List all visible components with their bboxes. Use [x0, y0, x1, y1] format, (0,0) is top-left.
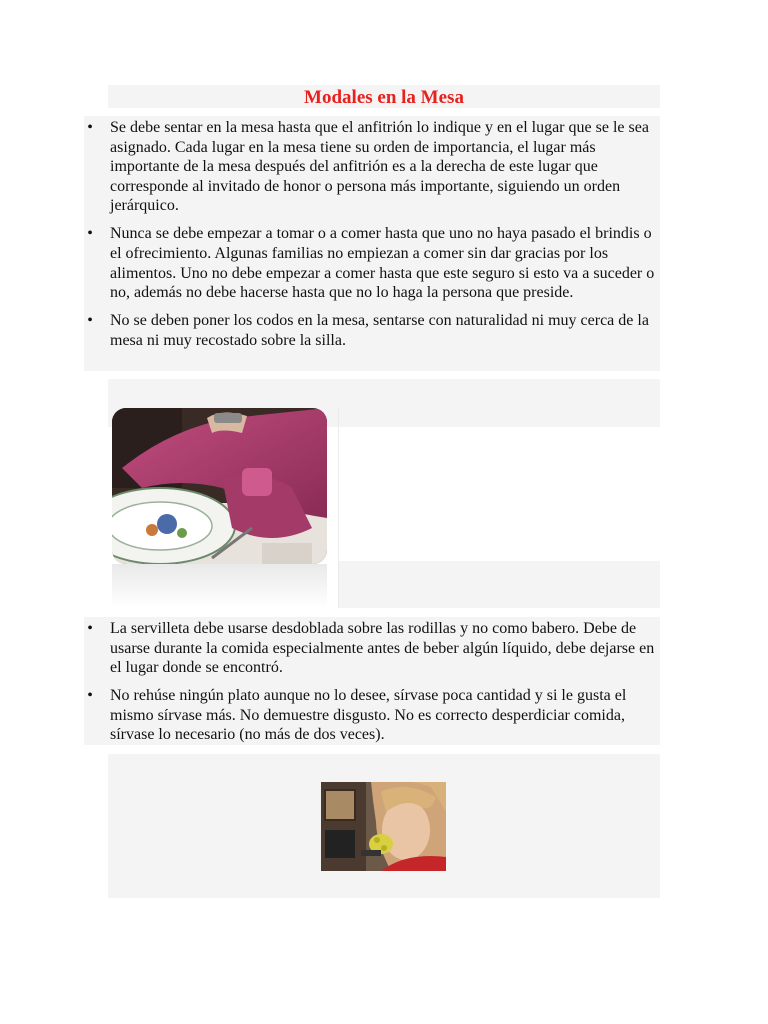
rules-list-1 — [85, 118, 660, 359]
list-item-text: La servilleta debe usarse desdoblada sobre las rodillas y no como babero. Debe de usarse durante la comida especialmente antes de beber algún líquido, debe dejarse en el lugar donde se encontró. — [110, 620, 655, 677]
list-item-text: Nunca se debe empezar a tomar o a comer hasta que uno no haya pasado el brindis o el ofrecimiento. Algunas familias no empiezan a comer sin dar gracias por los alimentos. Uno no debe empezar a comer hasta que este seguro si esto va a suceder o no, además no debe hacerse hasta que no lo haga la persona que preside. — [110, 225, 655, 302]
bullet-icon: • — [87, 119, 93, 136]
woman-eating-photo — [321, 782, 446, 871]
list-item-text: No rehúse ningún plato aunque no lo desee, sírvase poca cantidad y si le gusta el mismo sírvase más. No demuestre disgusto. No es correcto desperdiciar comida, sírvase lo necesario (no más de dos veces). — [110, 687, 627, 744]
list-item — [85, 311, 660, 350]
list-item-text: No se deben poner los codos en la mesa, sentarse con naturalidad ni muy cerca de la mesa ni muy recostado sobre la silla. — [110, 312, 649, 349]
list-item — [85, 619, 660, 678]
list-item — [85, 686, 660, 745]
list-item — [85, 224, 660, 302]
list-item-text: Se debe sentar en la mesa hasta que el anfitrión lo indique y en el lugar que se le sea asignado. Cada lugar en la mesa tiene su orden de importancia, el lugar más importante de la mesa después del anfitrión es a la derecha de este lugar que corresponde al invitado de honor o persona más importante, siguiendo un orden jerárquico. — [110, 119, 649, 215]
photo-area-divider — [338, 408, 339, 608]
bullet-icon: • — [87, 620, 93, 637]
elbows-on-table-photo — [112, 408, 327, 608]
page-title: Modales en la Mesa — [108, 85, 660, 108]
bullet-icon: • — [87, 225, 93, 243]
rules-list-2 — [85, 619, 660, 754]
bullet-icon: • — [87, 312, 93, 330]
bullet-icon: • — [87, 687, 93, 705]
photo-area-band-bottom — [338, 561, 660, 608]
list-item — [85, 118, 660, 216]
